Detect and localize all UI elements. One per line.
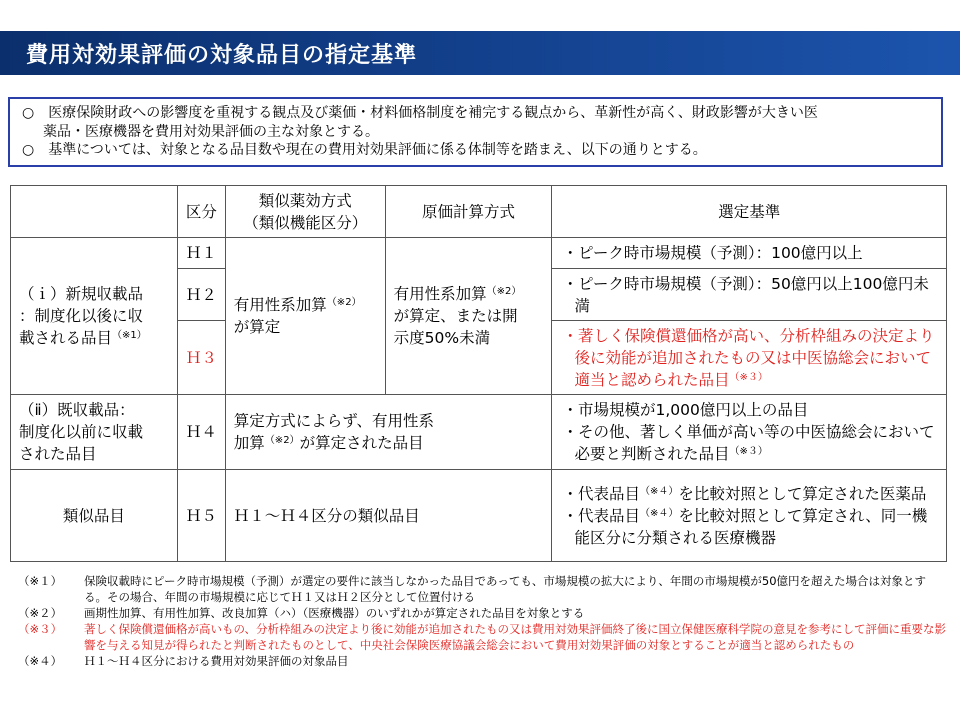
header-similar-method <box>225 186 385 238</box>
footnote-3-text: 著しく保険償還価格が高いもの、分析枠組みの決定より後に効能が追加されたもの又は費用対効果評価終了後に国立保健医療科学院の意見を参考にして評価に重要な影響を与える知見が得られたと判断されたものとして、中央社会保険医療協議会総会において費用対効果評価の対象とすることが適当と認められたもの <box>84 622 947 652</box>
footnote-4-text: Ｈ１～Ｈ４区分における費用対効果評価の対象品目 <box>84 654 349 668</box>
intro-line-3: ○ 基準については、対象となる品目数や現在の費用対効果評価に係る体制等を踏まえ、以下の通りとする。 <box>22 142 707 158</box>
code-h2: Ｈ２ <box>177 269 225 321</box>
code-h5: Ｈ５ <box>177 470 225 562</box>
intro-box <box>8 97 943 167</box>
criteria-h5-line2b: を比較対照として算定され、同一機能区分に分類される医療機器 <box>574 506 928 547</box>
criteria-h4 <box>552 395 947 470</box>
code-h3: Ｈ３ <box>177 321 225 395</box>
footnote-3-key: （※３） <box>18 622 63 636</box>
group2-label <box>11 395 178 470</box>
table-row-h1 <box>11 238 947 269</box>
group1-similar-method <box>225 238 385 395</box>
criteria-h4-line2: ・その他、著しく単価が高い等の中医協総会において必要と判断された品目 <box>562 423 935 463</box>
table-row-h4 <box>11 395 947 470</box>
footnote-1-text: 保険収載時にピーク時市場規模（予測）が選定の要件に該当しなかった品目であっても、市場規模の拡大により、年間の市場規模が50億円を超えた場合は対象とする。その場合、年間の市場規模に応じてＨ１又はＨ２区分として位置付ける <box>84 574 927 604</box>
footnote-2-text: 画期性加算、有用性加算、改良加算（ハ）（医療機器）のいずれかが算定された品目を対象とする <box>84 606 585 620</box>
header-criteria: 選定基準 <box>552 186 947 238</box>
criteria-h5-line1b: を比較対照として算定された医薬品 <box>678 484 927 503</box>
footnote-4-key: （※４） <box>18 654 63 668</box>
criteria-h5-note1: （※４） <box>639 485 679 497</box>
group1-similar-tail: が算定 <box>233 318 281 336</box>
group3-label: 類似品目 <box>11 470 178 562</box>
footnote-1-key: （※１） <box>18 574 63 588</box>
group1-cost-line1: 有用性系加算 <box>393 285 487 303</box>
criteria-h5-note2: （※４） <box>639 507 679 519</box>
group3-method: Ｈ１～Ｈ４区分の類似品目 <box>225 470 552 562</box>
code-h4: Ｈ４ <box>177 395 225 470</box>
group2-method-note: （※2） <box>264 435 300 446</box>
group1-label-line3: 載される品目 <box>19 329 113 347</box>
table-header-row <box>11 186 947 238</box>
footnote-4 <box>18 653 948 669</box>
group2-method <box>225 395 552 470</box>
group2-label-line2: 制度化以前に収載 <box>19 423 144 441</box>
group2-method-line3: が算定された品目 <box>299 434 424 452</box>
table-row-h5 <box>11 470 947 562</box>
group1-cost-note: （※2） <box>486 286 522 297</box>
footnote-2-key: （※２） <box>18 606 63 620</box>
criteria-h3 <box>552 321 947 395</box>
group1-cost-method <box>385 238 552 395</box>
group1-cost-line3: 示度50%未満 <box>393 329 491 347</box>
footnote-2 <box>18 605 948 621</box>
footnote-1 <box>18 573 948 605</box>
criteria-h3-note: （※３） <box>729 371 768 383</box>
intro-line-1: ○ 医療保険財政への影響度を重視する観点及び薬価・材料価格制度を補完する観点から、革新性が高く、財政影響が大きい医 <box>22 105 818 121</box>
group1-label-line2: ：制度化以後に収 <box>19 307 144 325</box>
criteria-h4-line1: ・市場規模が1,000億円以上の品目 <box>562 401 809 419</box>
footnotes <box>18 573 948 669</box>
group1-cost-line2: が算定、または開 <box>393 307 518 325</box>
header-empty <box>11 186 178 238</box>
group2-label-line3: された品目 <box>19 445 97 463</box>
criteria-table <box>10 185 947 562</box>
criteria-h3-text: ・著しく保険償還価格が高い、分析枠組みの決定より後に効能が追加されたもの又は中医協総会において適当と認められた品目 <box>562 326 935 389</box>
header-similar-line2: （類似機能区分） <box>243 213 368 232</box>
header-category: 区分 <box>177 186 225 238</box>
criteria-h5 <box>552 470 947 562</box>
criteria-h1: ・ピーク時市場規模（予測）：100億円以上 <box>552 238 947 269</box>
criteria-h5-line2a: ・代表品目 <box>562 506 640 525</box>
group1-label-note: （※1） <box>112 330 147 341</box>
group1-label-line1: （ｉ）新規収載品 <box>19 285 144 303</box>
title-banner <box>0 31 960 75</box>
criteria-h4-note: （※３） <box>729 446 768 457</box>
header-similar-line1: 類似薬効方式 <box>258 191 352 210</box>
group1-label <box>11 238 178 395</box>
group2-method-line1: 算定方式によらず、有用性系 <box>233 412 435 430</box>
group2-label-line1: （ⅱ）既収載品： <box>19 401 135 419</box>
group1-similar-text: 有用性系加算 <box>233 296 327 314</box>
group2-method-line2: 加算 <box>233 434 265 452</box>
intro-line-2: 薬品・医療機器を費用対効果評価の主な対象とする。 <box>43 123 379 140</box>
code-h1: Ｈ１ <box>177 238 225 269</box>
criteria-h5-line1a: ・代表品目 <box>562 484 640 503</box>
header-cost-method: 原価計算方式 <box>385 186 552 238</box>
page-title: 費用対効果評価の対象品目の指定基準 <box>26 43 418 68</box>
footnote-3 <box>18 621 948 653</box>
group1-similar-note: （※2） <box>326 297 362 308</box>
criteria-h2-text: ・ピーク時市場規模（予測）：50億円以上100億円未満 <box>562 274 929 315</box>
criteria-h2 <box>552 269 947 321</box>
